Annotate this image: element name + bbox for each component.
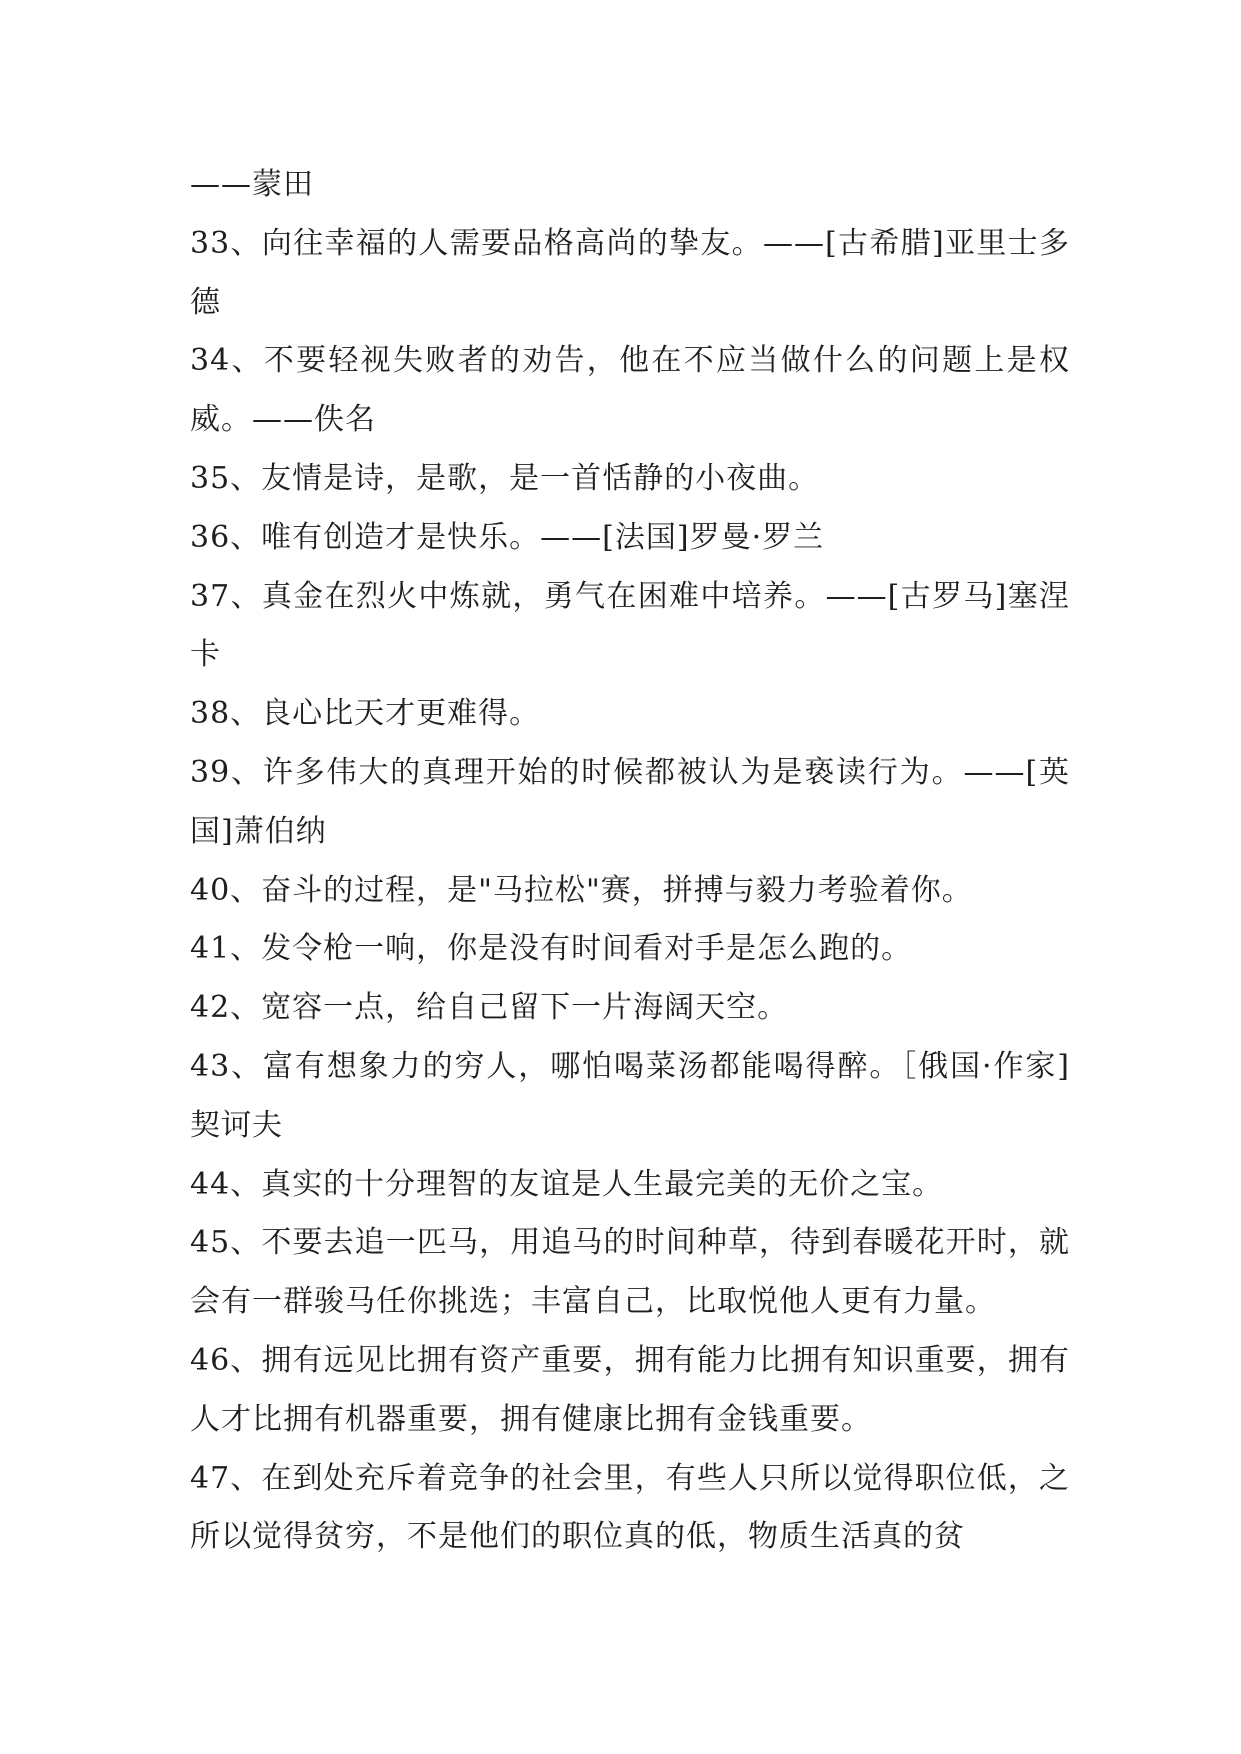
quote-39: 39、许多伟大的真理开始的时候都被认为是亵读行为。——[英国]萧伯纳 — [190, 754, 1070, 849]
quote-33: 33、向往幸福的人需要品格高尚的挚友。——[古希腊]亚里士多德 — [190, 225, 1070, 320]
quote-40: 40、奋斗的过程，是"马拉松"赛，拼搏与毅力考验着你。 — [190, 872, 973, 908]
quote-38: 38、良心比天才更难得。 — [190, 696, 541, 732]
quote-43: 43、富有想象力的穷人，哪怕喝菜汤都能喝得醉。［俄国·作家]契诃夫 — [190, 1048, 1070, 1143]
quote-36: 36、唯有创造才是快乐。——[法国]罗曼·罗兰 — [190, 519, 825, 555]
quote-44: 44、真实的十分理智的友谊是人生最完美的无价之宝。 — [190, 1166, 944, 1202]
quote-list — [190, 156, 1070, 1567]
quote-42: 42、宽容一点，给自己留下一片海阔天空。 — [190, 990, 789, 1026]
quote-34: 34、不要轻视失败者的劝告，他在不应当做什么的问题上是权威。——佚名 — [190, 343, 1070, 438]
quote-attribution-montaigne: ——蒙田 — [190, 167, 314, 202]
quote-45: 45、不要去追一匹马，用追马的时间种草，待到春暖花开时，就会有一群骏马任你挑选；丰富自己，比取悦他人更有力量。 — [190, 1225, 1070, 1320]
quote-47: 47、在到处充斥着竞争的社会里，有些人只所以觉得职位低，之所以觉得贫穷，不是他们的职位真的低，物质生活真的贫 — [190, 1460, 1070, 1555]
quote-46: 46、拥有远见比拥有资产重要，拥有能力比拥有知识重要，拥有人才比拥有机器重要，拥有健康比拥有金钱重要。 — [190, 1342, 1070, 1437]
quote-41: 41、发令枪一响，你是没有时间看对手是怎么跑的。 — [190, 931, 913, 967]
quote-37: 37、真金在烈火中炼就，勇气在困难中培养。——[古罗马]塞涅卡 — [190, 578, 1070, 673]
quote-35: 35、友情是诗，是歌，是一首恬静的小夜曲。 — [190, 460, 820, 496]
